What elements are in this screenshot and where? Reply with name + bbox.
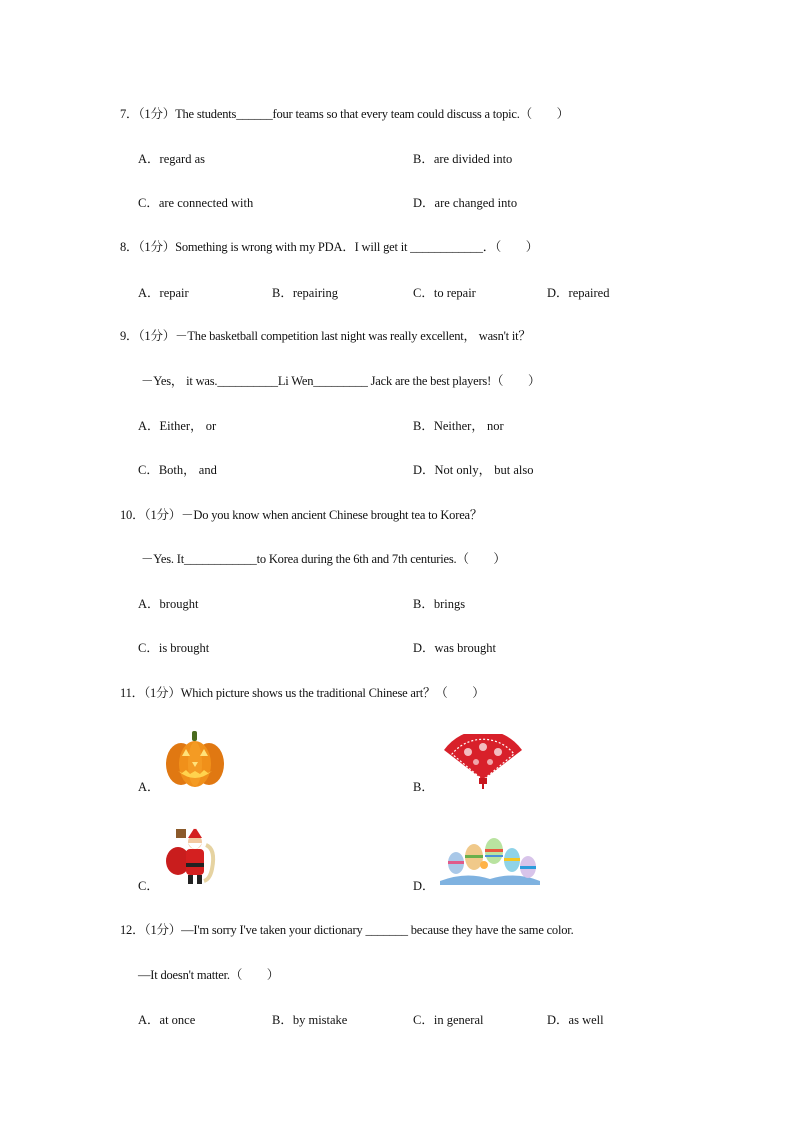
option-b[interactable]: B．by mistake (272, 1013, 348, 1027)
question-score: （1分） (138, 329, 176, 343)
question-number: 12． (120, 923, 145, 937)
question-stem: Which picture shows us the traditional Chinese art？（ ） (180, 686, 485, 700)
question-stem: －The basketball competition last night was really excellent， wasn't it？ (175, 329, 531, 343)
option-c[interactable]: C．in general (413, 1013, 484, 1027)
question-10 (120, 505, 482, 523)
question-number: 9． (120, 329, 139, 343)
option-d[interactable]: D．repaired (547, 286, 610, 300)
option-b[interactable]: B．Neither， nor (413, 419, 504, 433)
question-number: 11． (120, 686, 144, 700)
option-a[interactable]: A．brought (138, 597, 199, 611)
question-score: （1分） (143, 686, 181, 700)
option-b[interactable]: B．brings (413, 597, 466, 611)
option-d[interactable]: D． (413, 879, 435, 893)
pumpkin-lantern-image[interactable] (164, 729, 226, 789)
question-stem: —I'm sorry I've taken your dictionary _______ because they have the same color. (181, 923, 574, 937)
option-a[interactable]: A．Either， or (138, 419, 217, 433)
question-stem-reply: —It doesn't matter.（ ） (138, 968, 280, 982)
question-score: （1分） (138, 107, 176, 121)
question-number: 8． (120, 240, 139, 254)
option-c[interactable]: C．are connected with (138, 196, 254, 210)
question-number: 7． (120, 107, 139, 121)
option-d[interactable]: D．was brought (413, 641, 496, 655)
question-7 (120, 104, 569, 122)
option-a[interactable]: A．regard as (138, 152, 205, 166)
question-stem-reply: －Yes. It____________to Korea during the 6th and 7th centuries.（ ） (141, 552, 506, 566)
question-9 (120, 326, 531, 344)
question-number: 10． (120, 508, 145, 522)
option-d[interactable]: D．as well (547, 1013, 604, 1027)
question-score: （1分） (144, 508, 182, 522)
santa-claus-image[interactable] (164, 825, 220, 887)
question-stem: The students______four teams so that every team could discuss a topic.（ ） (175, 107, 569, 121)
option-a[interactable]: A． (138, 780, 160, 794)
easter-eggs-image[interactable] (436, 833, 544, 889)
question-stem: Something is wrong with my PDA．I will get it ____________．（ ） (175, 240, 539, 254)
question-score: （1分） (144, 923, 182, 937)
red-paper-cut-fan-image[interactable] (440, 734, 526, 790)
option-b[interactable]: B．repairing (272, 286, 338, 300)
question-12 (120, 920, 574, 938)
option-b[interactable]: B．are divided into (413, 152, 513, 166)
question-stem: －Do you know when ancient Chinese brought tea to Korea？ (181, 508, 483, 522)
option-c[interactable]: C． (138, 879, 159, 893)
option-c[interactable]: C．to repair (413, 286, 476, 300)
option-b[interactable]: B． (413, 780, 434, 794)
option-c[interactable]: C．is brought (138, 641, 210, 655)
question-score: （1分） (138, 240, 176, 254)
question-stem-reply: －Yes， it was.__________Li Wen_________ Jack are the best players!（ ） (141, 374, 541, 388)
option-c[interactable]: C．Both， and (138, 463, 217, 477)
option-a[interactable]: A．repair (138, 286, 189, 300)
question-8 (120, 237, 538, 255)
option-d[interactable]: D．are changed into (413, 196, 518, 210)
question-11 (120, 683, 485, 701)
option-d[interactable]: D．Not only， but also (413, 463, 534, 477)
option-a[interactable]: A．at once (138, 1013, 196, 1027)
